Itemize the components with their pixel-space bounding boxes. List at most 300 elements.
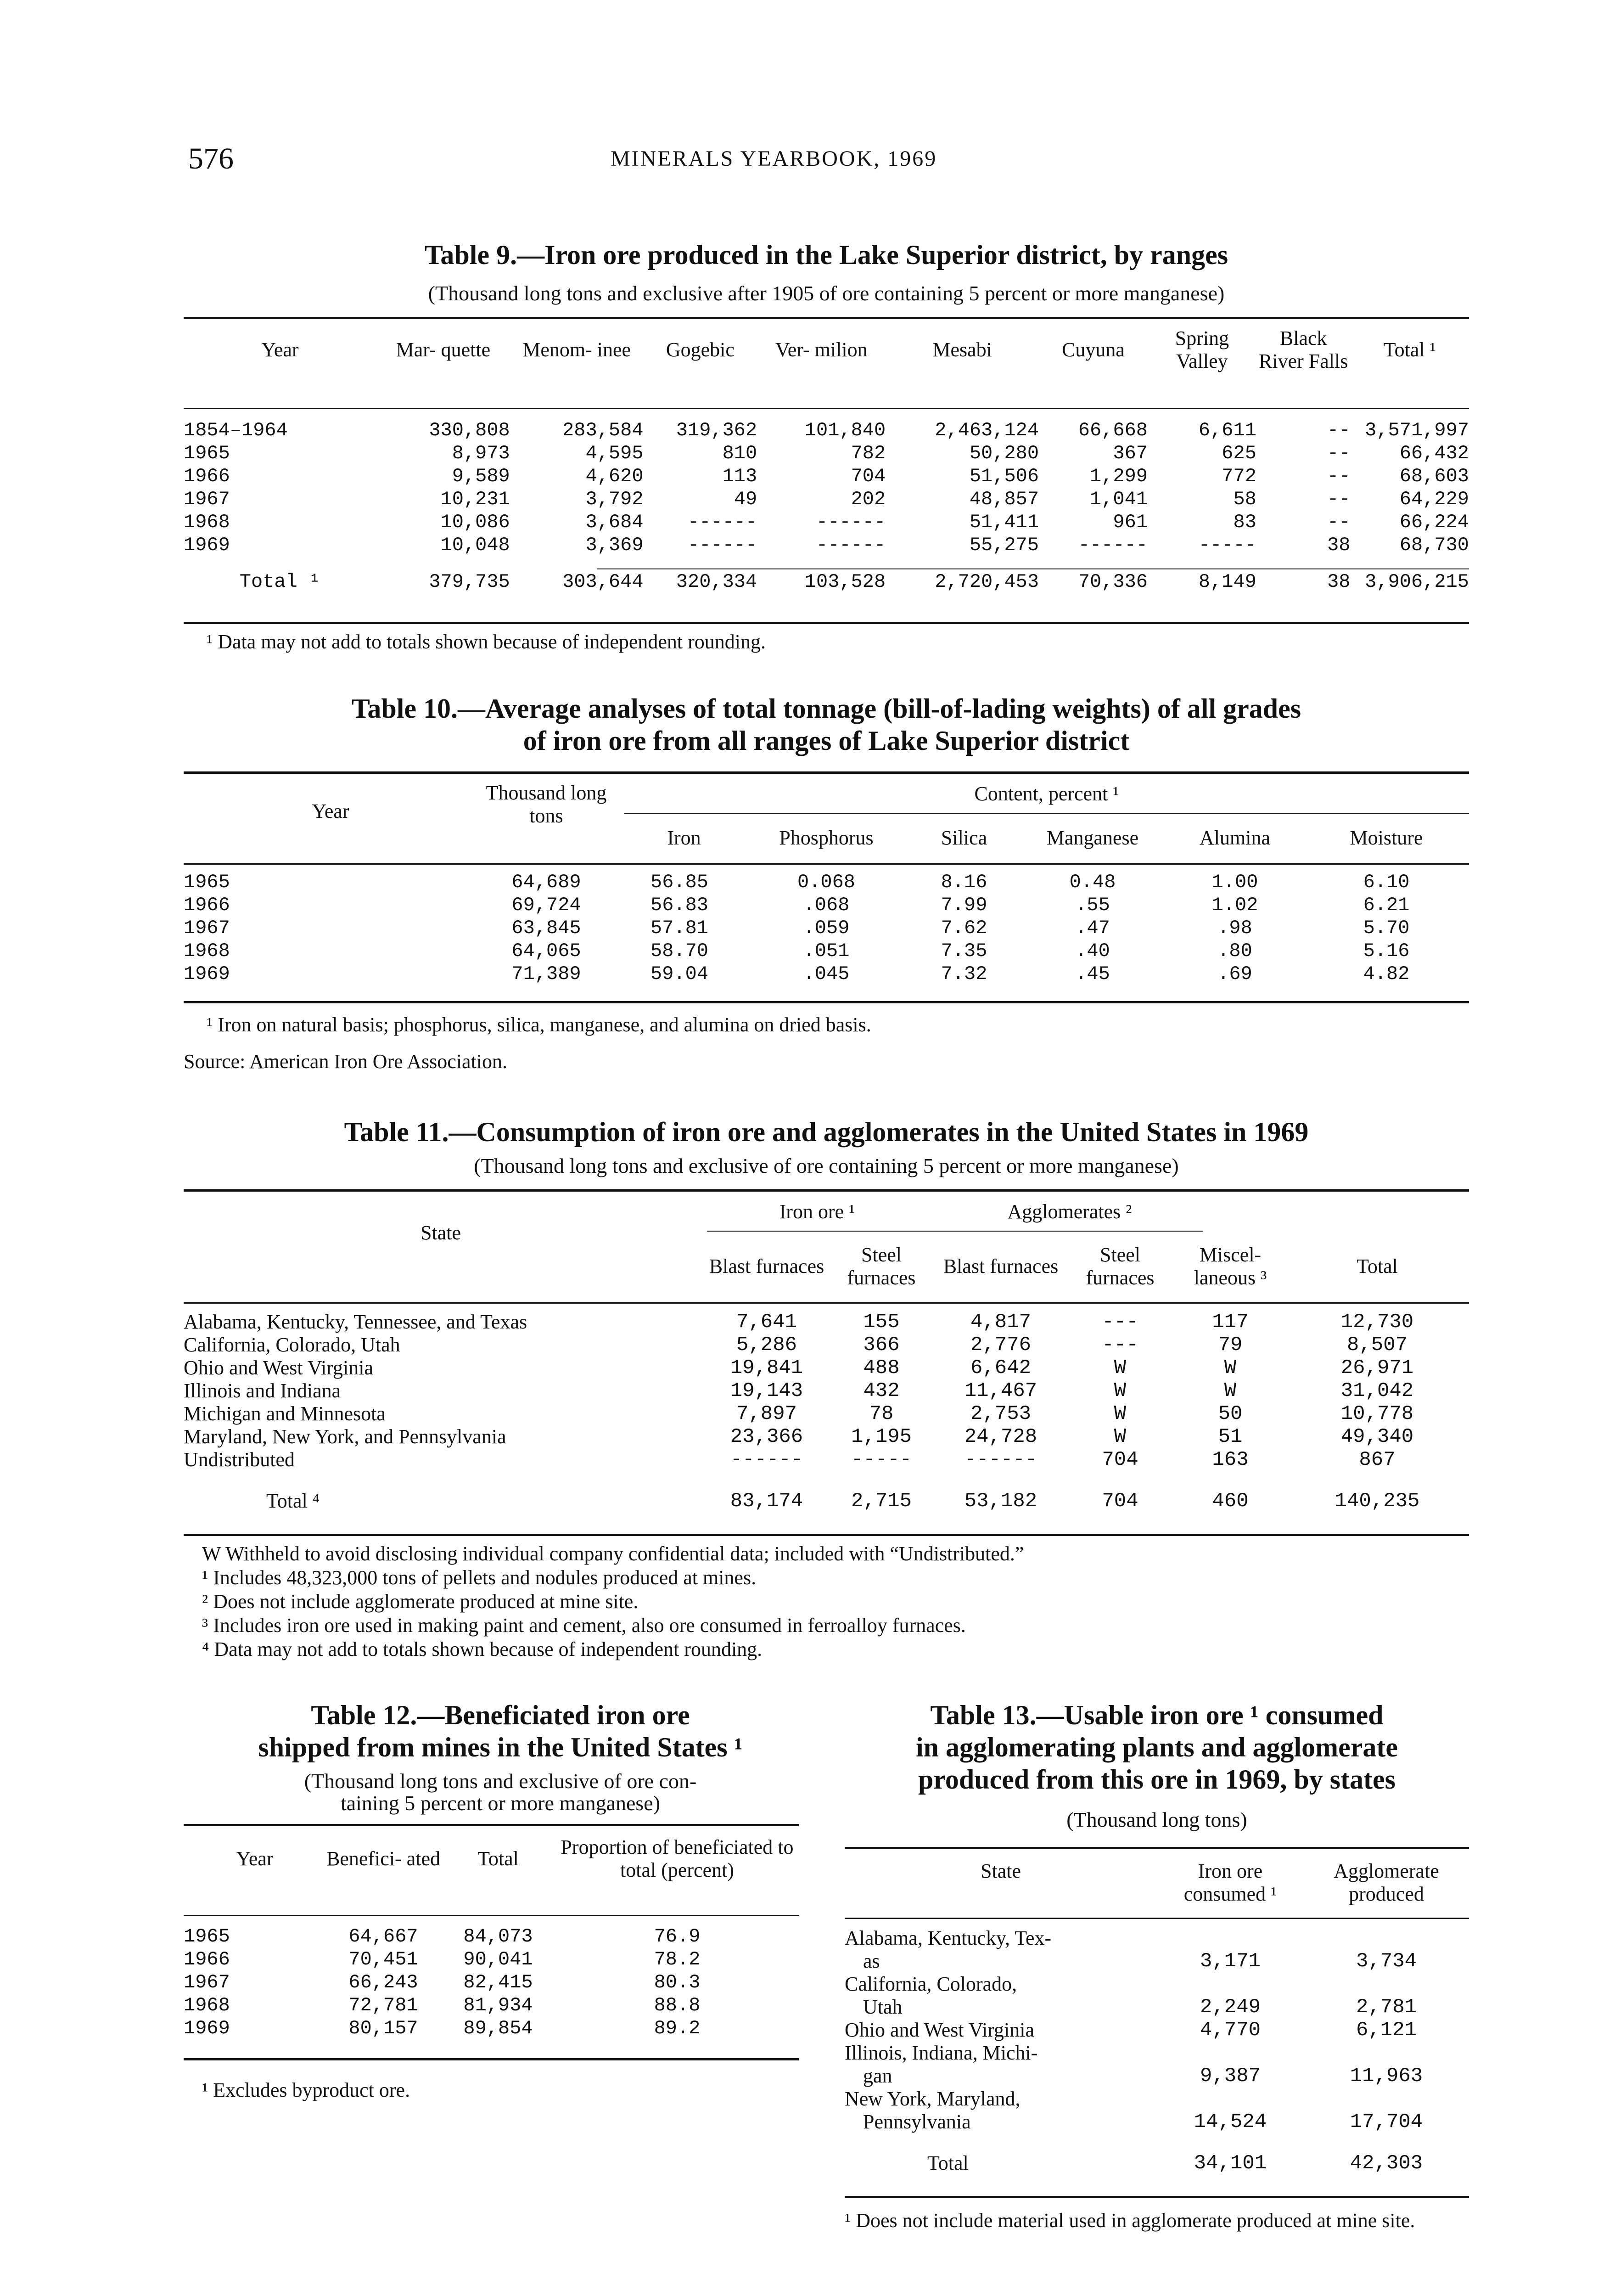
t9-total-cell: 38 — [1327, 571, 1351, 593]
t9-cell: 367 — [1113, 442, 1148, 464]
table-row — [845, 2042, 1469, 2088]
t10-cell: 64,689 — [511, 871, 581, 893]
table12-header — [184, 1836, 799, 1882]
table13-total-row — [845, 2152, 1469, 2175]
t9-total-cell: 3,906,215 — [1365, 571, 1469, 593]
t10-cell: 7.32 — [941, 963, 987, 985]
t11-cell: 12,730 — [1340, 1311, 1414, 1334]
table10-title-line2: of iron ore from all ranges of Lake Superior district — [523, 726, 1130, 756]
running-title: MINERALS YEARBOOK, 1969 — [611, 146, 937, 171]
t11-cell: 366 — [863, 1334, 900, 1356]
table11-body — [184, 1311, 1469, 1513]
t11-total-label: Total ⁴ — [266, 1490, 320, 1512]
table-row — [184, 871, 1469, 894]
t11-cell: 78 — [869, 1402, 894, 1425]
t9-cell: -- — [1327, 465, 1351, 487]
t9-col-cuyuna: Cuyuna — [1062, 338, 1125, 361]
table13-subtitle: (Thousand long tons) — [1066, 1808, 1247, 1831]
t12-year: 1967 — [184, 1971, 230, 1993]
t12-cell: 78.2 — [654, 1948, 701, 1970]
t12-cell: 72,781 — [348, 1994, 418, 2016]
table10-header — [624, 827, 1469, 850]
t12-col-proportion: Proportion of beneficiated to total (percent) — [561, 1836, 794, 1881]
t9-cell: 83 — [1233, 511, 1256, 533]
table-row — [184, 465, 1469, 488]
t9-year: 1965 — [184, 442, 230, 464]
t10-cell: 5.16 — [1363, 940, 1410, 962]
t9-total-label: Total ¹ — [239, 571, 321, 593]
t9-cell: 64,229 — [1399, 488, 1469, 510]
t11-cell: ------ — [964, 1448, 1037, 1471]
table-row — [184, 442, 1469, 465]
t13-cell: 2,781 — [1356, 1996, 1417, 2019]
t11-cell: 432 — [863, 1379, 900, 1402]
t11-cell: 23,366 — [730, 1425, 803, 1448]
t11-cell: 4,817 — [970, 1311, 1032, 1334]
t11-cell: 31,042 — [1340, 1379, 1414, 1402]
t9-cell: -- — [1327, 442, 1351, 464]
t9-cell: 772 — [1222, 465, 1256, 487]
t11-col-agg-steel: Steel furnaces — [1086, 1244, 1155, 1289]
t12-year: 1968 — [184, 1994, 230, 2016]
t9-cell: 6,611 — [1198, 419, 1256, 441]
t9-cell: 202 — [851, 488, 886, 510]
t10-cell: .045 — [803, 963, 850, 985]
t13-total-label: Total — [927, 2152, 969, 2174]
table13-header — [845, 1860, 1469, 1906]
t10-cell: 57.81 — [650, 917, 709, 939]
t11-state: Maryland, New York, and Pennsylvania — [184, 1425, 506, 1448]
t9-cell: 782 — [851, 442, 886, 464]
t10-cell: 0.48 — [1069, 871, 1116, 893]
t9-cell: 10,048 — [440, 534, 510, 556]
t11-cell: W — [1114, 1379, 1127, 1402]
t9-cell: 55,275 — [969, 534, 1039, 556]
t9-cell: 68,603 — [1399, 465, 1469, 487]
t13-cell: 2,249 — [1200, 1996, 1261, 2019]
t12-cell: 84,073 — [463, 1925, 533, 1947]
t9-total-cell: 379,735 — [429, 571, 510, 593]
t11-total-cell: 704 — [1102, 1490, 1138, 1513]
t10-cell: .059 — [803, 917, 850, 939]
t13-col-state: State — [981, 1860, 1021, 1882]
t9-cell: 1,299 — [1089, 465, 1148, 487]
t10-cell: 7.62 — [941, 917, 987, 939]
table13-title-line2: in agglomerating plants and agglomerate — [916, 1732, 1398, 1762]
table-row — [184, 1994, 799, 2017]
t9-cell: 625 — [1222, 442, 1256, 464]
t13-cell: 3,171 — [1200, 1950, 1261, 1973]
table12-title-line1: Table 12.—Beneficiated iron ore — [311, 1700, 690, 1730]
t9-cell: 51,506 — [969, 465, 1039, 487]
t13-state-line1: New York, Maryland, — [845, 2088, 1020, 2110]
t10-cell: 59.04 — [650, 963, 709, 985]
t10-group-content: Content, percent ¹ — [974, 782, 1119, 805]
t9-cell: 8,973 — [452, 442, 510, 464]
t11-state: Illinois and Indiana — [184, 1379, 341, 1402]
t11-cell: W — [1114, 1356, 1127, 1379]
t9-col-marquette: Mar- quette — [396, 338, 491, 361]
table-row — [845, 1973, 1469, 2019]
t9-cell: ----- — [1198, 534, 1256, 556]
t10-cell: 6.10 — [1363, 871, 1410, 893]
t9-cell: 3,369 — [585, 534, 644, 556]
t9-col-black-river: Black River Falls — [1259, 327, 1348, 372]
t13-cell: 4,770 — [1200, 2019, 1261, 2042]
t11-total-cell: 460 — [1212, 1490, 1249, 1513]
table13-title-line3: produced from this ore in 1969, by states — [918, 1764, 1396, 1795]
t11-cell: --- — [1102, 1334, 1138, 1356]
table-row — [184, 511, 1469, 534]
t9-col-menominee: Menom- inee — [522, 338, 631, 361]
t11-cell: 488 — [863, 1356, 900, 1379]
t9-cell: ------ — [816, 534, 886, 556]
t10-year: 1967 — [184, 917, 230, 939]
table-row — [184, 1334, 1469, 1356]
t12-cell: 89.2 — [654, 2017, 701, 2039]
table-row — [845, 1927, 1469, 1973]
table12-subtitle-line2: taining 5 percent or more manganese) — [340, 1791, 661, 1815]
t13-state-line1: Ohio and West Virginia — [845, 2019, 1035, 2041]
table-row — [184, 1948, 799, 1971]
t11-cell: 7,897 — [736, 1402, 797, 1425]
t10-cell: .47 — [1075, 917, 1110, 939]
t12-year: 1969 — [184, 2017, 230, 2039]
t10-cell: 71,389 — [511, 963, 581, 985]
table11-footnote-3: ³ Includes iron ore used in making paint and cement, also ore consumed in ferroalloy furnaces. — [202, 1614, 966, 1637]
t12-col-total: Total — [477, 1847, 519, 1870]
table-row — [184, 1971, 799, 1994]
t11-cell: 163 — [1212, 1448, 1249, 1471]
table9-subtitle: (Thousand long tons and exclusive after 1905 of ore containing 5 percent or more manganese) — [428, 281, 1225, 305]
t12-cell: 80.3 — [654, 1971, 701, 1993]
table-row — [184, 1379, 1469, 1402]
table12-body — [184, 1925, 799, 2040]
t10-col-alumina: Alumina — [1200, 827, 1270, 849]
table11-total-row — [184, 1490, 1469, 1513]
t11-group-agglomerates: Agglomerates ² — [1007, 1200, 1132, 1223]
t11-cell: 867 — [1359, 1448, 1396, 1471]
page-number: 576 — [188, 142, 234, 175]
table13-body — [845, 1927, 1469, 2175]
t11-col-total: Total — [1357, 1255, 1398, 1277]
t9-cell: 101,840 — [804, 419, 886, 441]
t9-cell: 50,280 — [969, 442, 1039, 464]
t9-cell: 10,086 — [440, 511, 510, 533]
t9-year: 1968 — [184, 511, 230, 533]
t11-cell: 11,467 — [964, 1379, 1037, 1402]
table-row — [845, 2019, 1469, 2042]
table11-title: Table 11.—Consumption of iron ore and agglomerates in the United States in 1969 — [344, 1117, 1309, 1147]
t13-state-line2: Utah — [863, 1996, 903, 2018]
table13-title-line1: Table 13.—Usable iron ore ¹ consumed — [930, 1700, 1384, 1730]
t11-cell: 7,641 — [736, 1311, 797, 1334]
t11-cell: 117 — [1212, 1311, 1249, 1334]
t9-cell: 3,684 — [585, 511, 644, 533]
table9-title: Table 9.—Iron ore produced in the Lake Superior district, by ranges — [424, 240, 1228, 270]
t9-total-cell: 320,334 — [676, 571, 757, 593]
t11-state: Alabama, Kentucky, Tennessee, and Texas — [184, 1311, 527, 1333]
t12-cell: 89,854 — [463, 2017, 533, 2039]
t9-cell: 319,362 — [676, 419, 757, 441]
table-row — [184, 534, 1469, 557]
table-row — [184, 917, 1469, 940]
t13-state-line2: Pennsylvania — [863, 2110, 971, 2133]
t11-cell: 24,728 — [964, 1425, 1037, 1448]
t9-year: 1966 — [184, 465, 230, 487]
t13-col-consumed: Iron ore consumed ¹ — [1183, 1860, 1277, 1905]
table11-footnote-1: ¹ Includes 48,323,000 tons of pellets and nodules produced at mines. — [202, 1566, 757, 1589]
t13-cell: 3,734 — [1356, 1950, 1417, 1973]
table10-title-line1: Table 10.—Average analyses of total tonnage (bill-of-lading weights) of all grades — [351, 693, 1301, 724]
t9-cell: 38 — [1327, 534, 1351, 556]
t9-cell: 4,620 — [585, 465, 644, 487]
t9-cell: ------ — [687, 511, 757, 533]
table9-footnote: ¹ Data may not add to totals shown because of independent rounding. — [207, 630, 766, 653]
t11-cell: 1,195 — [851, 1425, 912, 1448]
t13-total-cell: 34,101 — [1194, 2152, 1267, 2175]
t10-col-manganese: Manganese — [1046, 827, 1139, 849]
table10-source: Source: American Iron Ore Association. — [184, 1050, 508, 1073]
t12-cell: 90,041 — [463, 1948, 533, 1970]
table-row — [184, 1425, 1469, 1448]
t9-cell: 704 — [851, 465, 886, 487]
t9-cell: 2,463,124 — [935, 419, 1039, 441]
table-row — [184, 1925, 799, 1948]
t10-cell: .068 — [803, 894, 850, 916]
t9-cell: 51,411 — [969, 511, 1039, 533]
t11-total-cell: 83,174 — [730, 1490, 803, 1513]
t10-cell: .051 — [803, 940, 850, 962]
t10-col-year: Year — [312, 800, 349, 822]
t11-state: Undistributed — [184, 1448, 295, 1471]
t10-col-tons: Thousand long tons — [486, 782, 607, 827]
t13-cell: 14,524 — [1194, 2110, 1267, 2133]
t12-cell: 70,451 — [348, 1948, 418, 1970]
t9-year: 1969 — [184, 534, 230, 556]
table-row — [184, 1402, 1469, 1425]
t11-cell: 19,841 — [730, 1356, 803, 1379]
t11-cell: 2,753 — [970, 1402, 1032, 1425]
t11-cell: 26,971 — [1340, 1356, 1414, 1379]
table11-footnote-w: W Withheld to avoid disclosing individual company confidential data; included with “Undistributed.” — [202, 1542, 1024, 1565]
t12-cell: 64,667 — [348, 1925, 418, 1947]
t10-cell: 0.068 — [797, 871, 856, 893]
t9-col-year: Year — [261, 338, 299, 361]
t11-cell: 51 — [1218, 1425, 1243, 1448]
t11-total-cell: 53,182 — [964, 1490, 1037, 1513]
t11-col-iron-blast: Blast furnaces — [709, 1255, 824, 1277]
table-row — [184, 894, 1469, 917]
table-row — [184, 1356, 1469, 1379]
t10-cell: 7.35 — [941, 940, 987, 962]
t11-cell: 50 — [1218, 1402, 1243, 1425]
t11-cell: 79 — [1218, 1334, 1243, 1356]
t11-cell: 704 — [1102, 1448, 1138, 1471]
t10-year: 1965 — [184, 871, 230, 893]
t10-cell: .69 — [1217, 963, 1252, 985]
t10-col-iron: Iron — [667, 827, 701, 849]
t11-cell: W — [1114, 1402, 1127, 1425]
t12-cell: 76.9 — [654, 1925, 701, 1947]
table-row — [184, 2017, 799, 2040]
t12-cell: 81,934 — [463, 1994, 533, 2016]
t13-total-cell: 42,303 — [1350, 2152, 1423, 2175]
t10-cell: 8.16 — [941, 871, 987, 893]
table10-body — [184, 871, 1469, 985]
table11-footnote-4: ⁴ Data may not add to totals shown because of independent rounding. — [202, 1638, 763, 1660]
table12-title-line2: shipped from mines in the United States ¹ — [258, 1732, 743, 1762]
t12-col-year: Year — [236, 1847, 274, 1870]
t13-state-line1: Illinois, Indiana, Michi- — [845, 2042, 1038, 2064]
t10-cell: 1.00 — [1211, 871, 1258, 893]
t11-cell: W — [1224, 1379, 1237, 1402]
t10-year: 1968 — [184, 940, 230, 962]
table11-subtitle: (Thousand long tons and exclusive of ore containing 5 percent or more manganese) — [474, 1154, 1179, 1177]
t11-cell: 49,340 — [1340, 1425, 1414, 1448]
t9-cell: 810 — [722, 442, 757, 464]
table12-subtitle-line1: (Thousand long tons and exclusive of ore con- — [304, 1769, 697, 1793]
t9-cell: 48,857 — [969, 488, 1039, 510]
t13-cell: 9,387 — [1200, 2065, 1261, 2088]
t9-cell: ------ — [687, 534, 757, 556]
t9-cell: 68,730 — [1399, 534, 1469, 556]
t9-col-spring-valley: Spring Valley — [1175, 327, 1229, 372]
t13-col-produced: Agglomerate produced — [1334, 1860, 1439, 1905]
t9-col-total: Total ¹ — [1383, 338, 1436, 361]
t11-cell: 6,642 — [970, 1356, 1032, 1379]
t9-cell: 58 — [1233, 488, 1256, 510]
t9-col-vermilion: Ver- milion — [775, 338, 868, 361]
t9-cell: 66,668 — [1078, 419, 1148, 441]
table-row — [184, 962, 1469, 985]
t9-cell: 330,808 — [429, 419, 510, 441]
t11-col-iron-steel: Steel furnaces — [847, 1244, 916, 1289]
t11-state: Michigan and Minnesota — [184, 1402, 386, 1425]
t9-col-mesabi: Mesabi — [932, 338, 992, 361]
t10-cell: 56.83 — [650, 894, 709, 916]
t10-year: 1969 — [184, 963, 230, 985]
t9-year: 1967 — [184, 488, 230, 510]
t11-cell: 8,507 — [1346, 1334, 1408, 1356]
t13-state-line1: Alabama, Kentucky, Tex- — [845, 1927, 1052, 1949]
t13-state-line2: as — [863, 1950, 880, 1972]
t9-year: 1854–1964 — [184, 419, 288, 441]
table9-header — [184, 327, 1469, 373]
t11-cell: ----- — [851, 1448, 912, 1471]
t9-cell: 3,571,997 — [1365, 419, 1469, 441]
table-row — [184, 488, 1469, 511]
t10-col-moisture: Moisture — [1350, 827, 1423, 849]
t13-cell: 6,121 — [1356, 2019, 1417, 2042]
t10-cell: .55 — [1075, 894, 1110, 916]
t9-total-cell: 70,336 — [1078, 571, 1148, 593]
t10-cell: 69,724 — [511, 894, 581, 916]
t12-col-beneficiated: Benefici- ated — [326, 1847, 440, 1870]
t11-state: California, Colorado, Utah — [184, 1334, 400, 1356]
t9-total-cell: 8,149 — [1198, 571, 1256, 593]
t9-cell: 66,224 — [1399, 511, 1469, 533]
table9-total-row — [184, 570, 1469, 593]
t13-cell: 17,704 — [1350, 2110, 1423, 2133]
table9-body — [184, 419, 1469, 593]
t11-group-iron-ore: Iron ore ¹ — [779, 1200, 855, 1223]
t11-col-state: State — [421, 1221, 461, 1244]
t9-cell: 113 — [722, 465, 757, 487]
table12-footnote: ¹ Excludes byproduct ore. — [202, 2079, 410, 2101]
t12-year: 1965 — [184, 1925, 230, 1947]
t10-cell: 56.85 — [650, 871, 709, 893]
t12-cell: 80,157 — [348, 2017, 418, 2039]
t9-cell: 10,231 — [440, 488, 510, 510]
t10-cell: 1.02 — [1211, 894, 1258, 916]
t11-cell: 155 — [863, 1311, 900, 1334]
t11-col-agg-blast: Blast furnaces — [943, 1255, 1059, 1277]
t10-year: 1966 — [184, 894, 230, 916]
t10-cell: 5.70 — [1363, 917, 1410, 939]
t10-cell: 63,845 — [511, 917, 581, 939]
t13-state-line2: gan — [863, 2065, 892, 2087]
table-row — [184, 1311, 1469, 1334]
t9-cell: -- — [1327, 511, 1351, 533]
t13-cell: 11,963 — [1350, 2065, 1423, 2088]
table-row — [184, 1448, 1469, 1471]
t10-cell: 58.70 — [650, 940, 709, 962]
t11-cell: 19,143 — [730, 1379, 803, 1402]
t10-cell: 64,065 — [511, 940, 581, 962]
table-row — [845, 2088, 1469, 2133]
t9-cell: 49 — [734, 488, 757, 510]
t10-cell: .98 — [1217, 917, 1252, 939]
t9-cell: ------ — [816, 511, 886, 533]
t9-col-gogebic: Gogebic — [666, 338, 735, 361]
t10-cell: .45 — [1075, 963, 1110, 985]
t11-cell: --- — [1102, 1311, 1138, 1334]
t10-cell: .80 — [1217, 940, 1252, 962]
t11-cell: 2,776 — [970, 1334, 1032, 1356]
t10-col-silica: Silica — [941, 827, 987, 849]
t10-col-phosphorus: Phosphorus — [779, 827, 874, 849]
table-row — [184, 940, 1469, 962]
t9-cell: 3,792 — [585, 488, 644, 510]
t12-year: 1966 — [184, 1948, 230, 1970]
table13-footnote: ¹ Does not include material used in agglomerate produced at mine site. — [845, 2209, 1415, 2232]
t12-cell: 66,243 — [348, 1971, 418, 1993]
t10-cell: 6.21 — [1363, 894, 1410, 916]
table-row — [184, 419, 1469, 442]
t9-cell: -- — [1327, 419, 1351, 441]
t9-cell: 66,432 — [1399, 442, 1469, 464]
t11-state: Ohio and West Virginia — [184, 1356, 374, 1379]
t9-cell: 283,584 — [562, 419, 644, 441]
t11-cell: W — [1114, 1425, 1127, 1448]
t11-cell: 10,778 — [1340, 1402, 1414, 1425]
t9-total-cell: 303,644 — [562, 571, 644, 593]
t9-total-cell: 103,528 — [804, 571, 886, 593]
t9-cell: 4,595 — [585, 442, 644, 464]
t12-cell: 88.8 — [654, 1994, 701, 2016]
table11-header — [707, 1244, 1469, 1289]
table10-footnote: ¹ Iron on natural basis; phosphorus, silica, manganese, and alumina on dried basis. — [207, 1013, 871, 1036]
t11-cell: ------ — [730, 1448, 803, 1471]
t9-cell: 1,041 — [1089, 488, 1148, 510]
t11-total-cell: 2,715 — [851, 1490, 912, 1513]
t9-cell: ------ — [1078, 534, 1148, 556]
t11-cell: 5,286 — [736, 1334, 797, 1356]
t11-col-misc: Miscel- laneous ³ — [1194, 1244, 1267, 1289]
t10-cell: .40 — [1075, 940, 1110, 962]
t9-cell: 9,589 — [452, 465, 510, 487]
